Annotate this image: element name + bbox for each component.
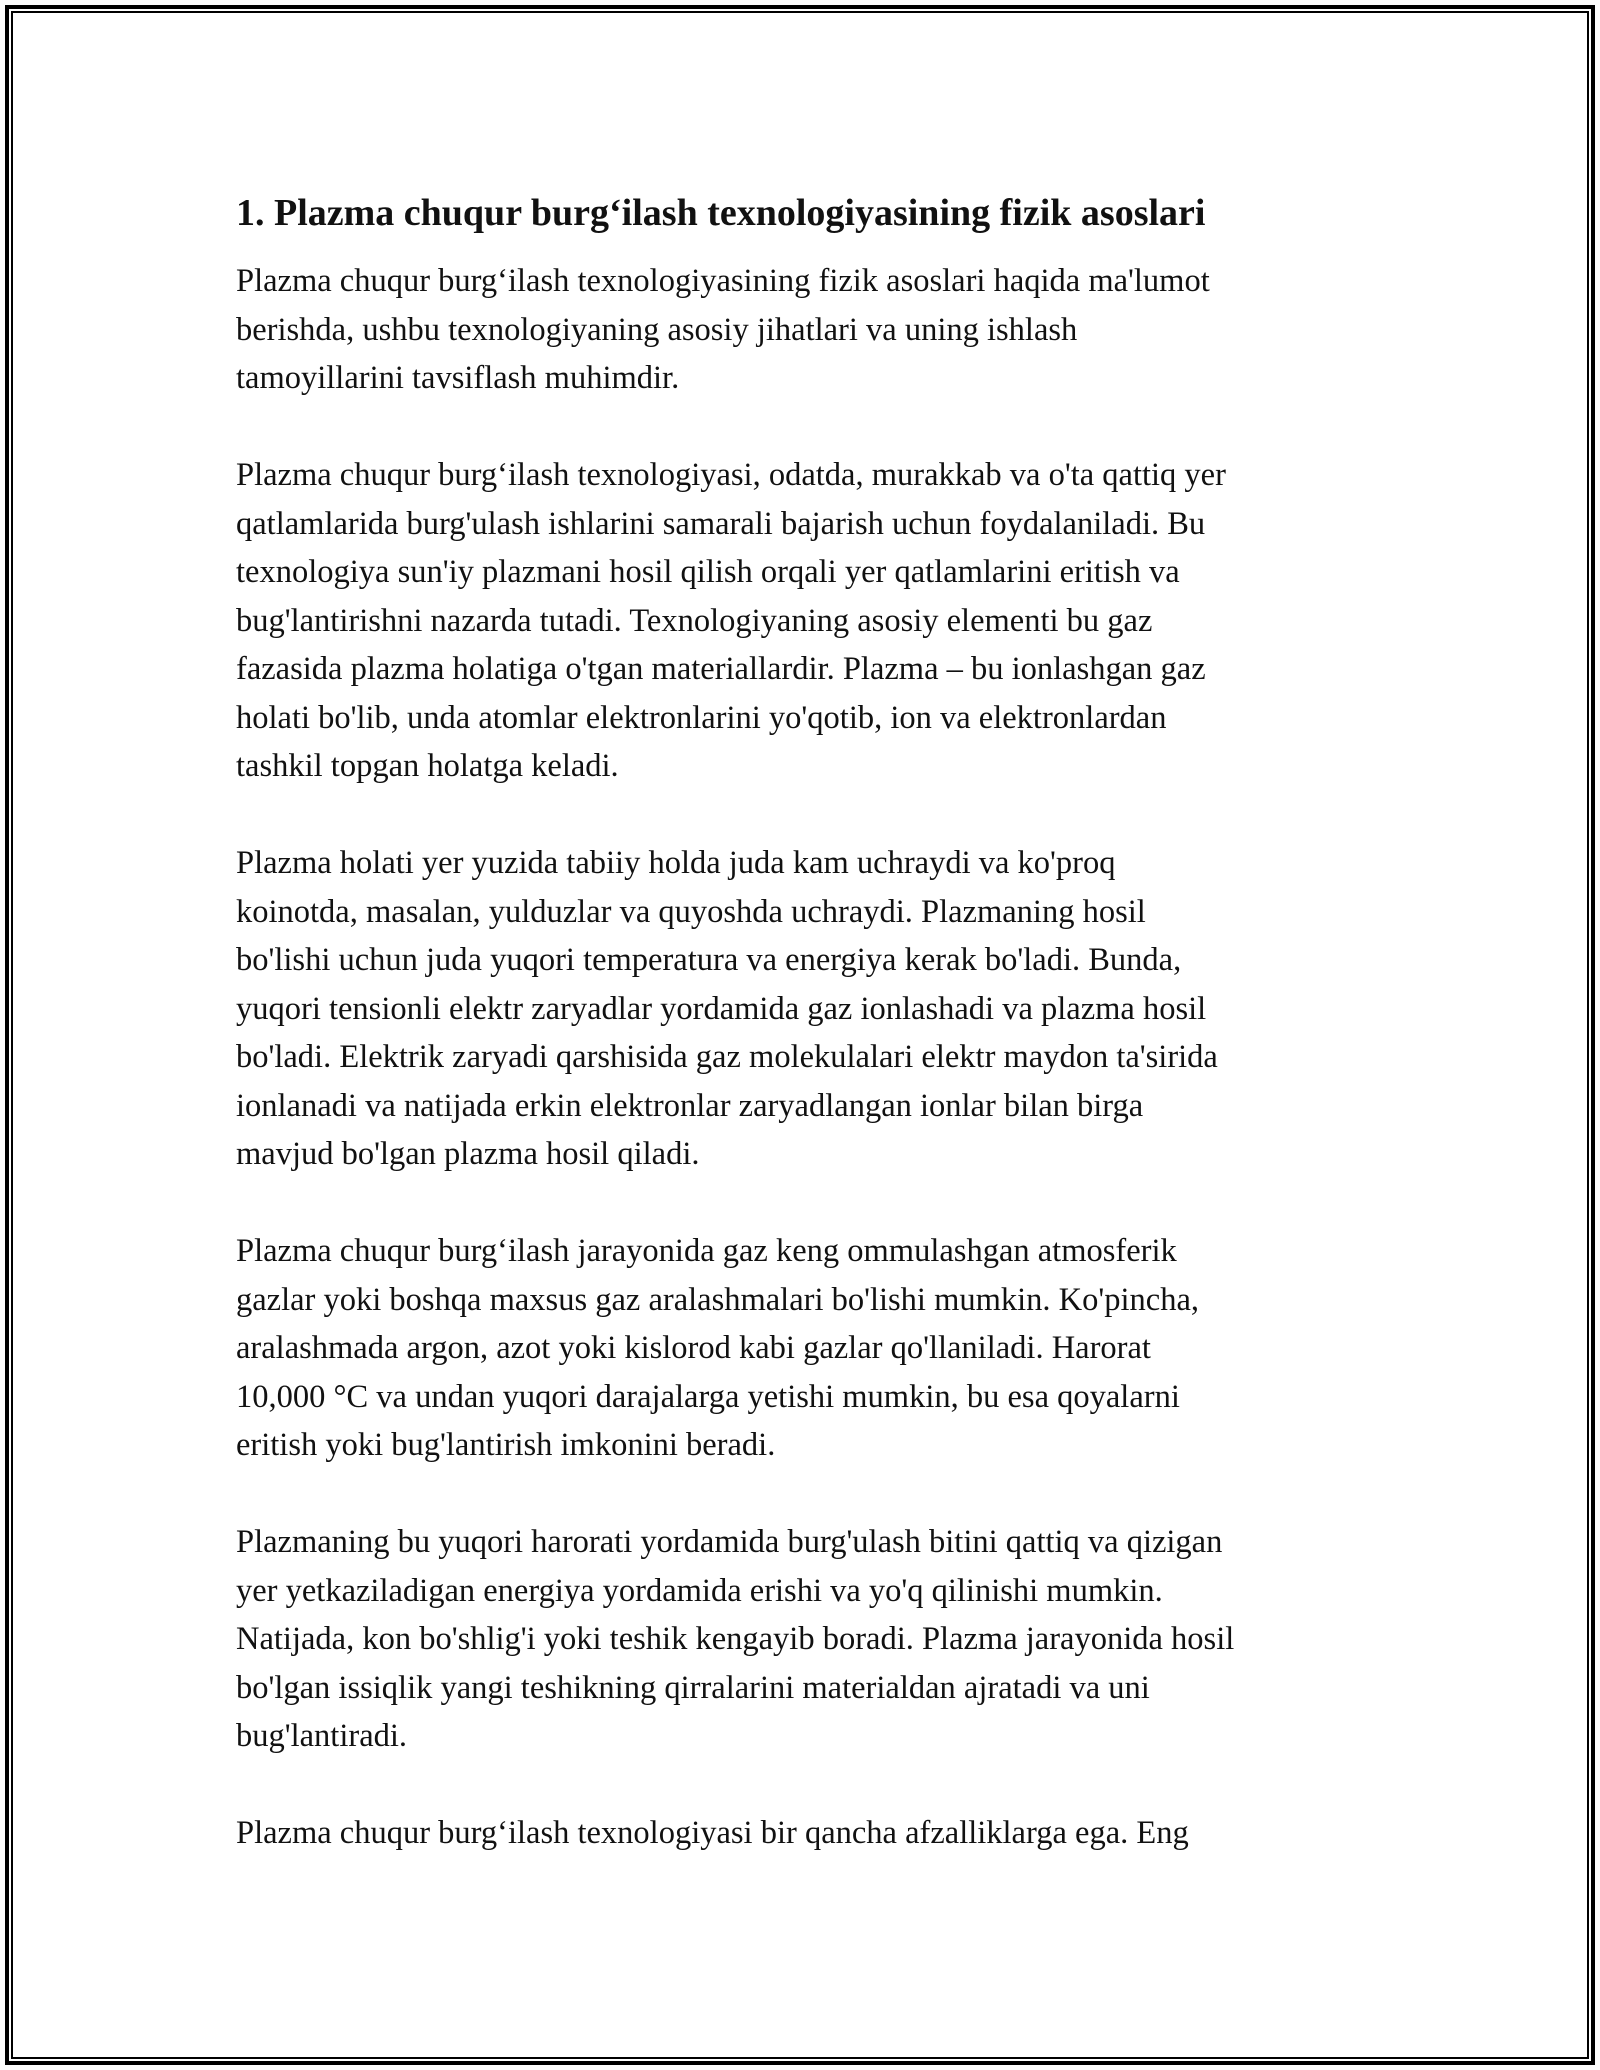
text-line: Plazma chuqur burg‘ilash texnologiyasi, odatda, murakkab va o'ta qattiq yer bbox=[236, 457, 1226, 493]
section-heading: 1. Plazma chuqur burg‘ilash texnologiyasining fizik asoslari bbox=[236, 192, 1206, 234]
text-line: yer yetkaziladigan energiya yordamida erishi va yo'q qilinishi mumkin. bbox=[236, 1572, 1163, 1609]
paragraph-intro bbox=[236, 257, 1376, 403]
text-line: mavjud bo'lgan plazma hosil qiladi. bbox=[236, 1136, 700, 1172]
text-line: Plazma chuqur burg‘ilash texnologiyasi bir qancha afzalliklarga ega. Eng bbox=[236, 1815, 1189, 1851]
text-line: fazasida plazma holatiga o'tgan materiallardir. Plazma – bu ionlashgan gaz bbox=[236, 651, 1206, 687]
text-line: qatlamlarida burg'ulash ishlarini samarali bajarish uchun foydalaniladi. Bu bbox=[236, 505, 1206, 542]
text-line: gazlar yoki boshqa maxsus gaz aralashmalari bo'lishi mumkin. Ko'pincha, bbox=[236, 1281, 1200, 1318]
paragraph-plasma-state bbox=[236, 839, 1376, 1179]
text-line: Natijada, kon bo'shlig'i yoki teshik kengayib boradi. Plazma jarayonida hosil bbox=[236, 1621, 1235, 1657]
text-line: Plazma chuqur burg‘ilash jarayonida gaz keng ommulashgan atmosferik bbox=[236, 1233, 1177, 1269]
document-body bbox=[236, 185, 1376, 1906]
text-line: bo'lgan issiqlik yangi teshikning qirralarini materialdan ajratadi va uni bbox=[236, 1669, 1150, 1706]
text-line: Plazma chuqur burg‘ilash texnologiyasining fizik asoslari haqida ma'lumot bbox=[236, 263, 1210, 299]
text-line: bug'lantiradi. bbox=[236, 1718, 408, 1754]
text-line: ionlanadi va natijada erkin elektronlar zaryadlangan ionlar bilan birga bbox=[236, 1087, 1144, 1124]
paragraph-heat bbox=[236, 1518, 1376, 1761]
text-line: eritish yoki bug'lantirish imkonini beradi. bbox=[236, 1427, 776, 1463]
paragraph-gases bbox=[236, 1227, 1376, 1470]
text-line: Plazma holati yer yuzida tabiiy holda juda kam uchraydi va ko'proq bbox=[236, 845, 1116, 881]
text-line: yuqori tensionli elektr zaryadlar yordamida gaz ionlashadi va plazma hosil bbox=[236, 990, 1207, 1027]
text-line: holati bo'lib, unda atomlar elektronlarini yo'qotib, ion va elektronlardan bbox=[236, 699, 1167, 736]
text-line: bo'lishi uchun juda yuqori temperatura va energiya kerak bo'ladi. Bunda, bbox=[236, 942, 1182, 978]
paragraph-technology bbox=[236, 451, 1376, 791]
text-line: bug'lantirishni nazarda tutadi. Texnologiyaning asosiy elementi bu gaz bbox=[236, 602, 1153, 639]
text-line: tamoyillarini tavsiflash muhimdir. bbox=[236, 360, 680, 396]
text-line: bo'ladi. Elektrik zaryadi qarshisida gaz molekulalari elektr maydon ta'sirida bbox=[236, 1039, 1218, 1075]
text-line: berishda, ushbu texnologiyaning asosiy jihatlari va uning ishlash bbox=[236, 311, 1078, 348]
text-line: tashkil topgan holatga keladi. bbox=[236, 748, 619, 784]
text-line: texnologiya sun'iy plazmani hosil qilish orqali yer qatlamlarini eritish va bbox=[236, 554, 1180, 590]
text-line: aralashmada argon, azot yoki kislorod kabi gazlar qo'llaniladi. Harorat bbox=[236, 1330, 1151, 1366]
text-line: 10,000 °C va undan yuqori darajalarga yetishi mumkin, bu esa qoyalarni bbox=[236, 1378, 1180, 1415]
paragraph-advantages bbox=[236, 1809, 1376, 1858]
text-line: Plazmaning bu yuqori harorati yordamida burg'ulash bitini qattiq va qizigan bbox=[236, 1524, 1223, 1560]
text-line: koinotda, masalan, yulduzlar va quyoshda uchraydi. Plazmaning hosil bbox=[236, 893, 1146, 930]
